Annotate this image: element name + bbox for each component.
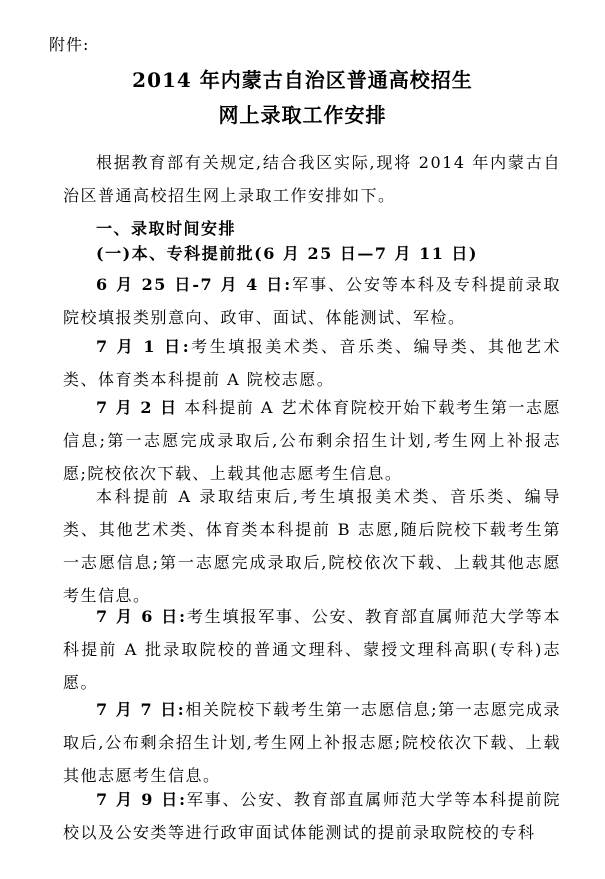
intro-paragraph: 根据教育部有关规定,结合我区实际,现将 2014 年内蒙古自治区普通高校招生网上录取工作安排如下。 (63, 153, 561, 205)
schedule-date: 7 月 2 日 (96, 398, 178, 417)
document-title-line-2: 网上录取工作安排 (218, 103, 387, 127)
schedule-item (63, 783, 561, 849)
schedule-item (63, 330, 561, 396)
document-title-line-1: 2014 年内蒙古自治区普通高校招生 (132, 68, 473, 92)
schedule-date: 7 月 6 日: (96, 607, 187, 626)
schedule-text: 相关院校下载考生第一志愿信息;第一志愿完成录取后,公布剩余招生计划,考生网上补报志愿;院校依次下载、上载其他志愿考生信息。 (63, 700, 561, 785)
schedule-item (63, 600, 561, 699)
schedule-item (63, 693, 561, 792)
schedule-date: 7 月 7 日: (96, 700, 186, 719)
schedule-item (63, 268, 561, 334)
section-heading: 一、录取时间安排 (96, 219, 237, 238)
schedule-text: 考生填报军事、公安、教育部直属师范大学等本科提前 A 批录取院校的普通文理科、蒙授文理科高职(专科)志愿。 (63, 607, 561, 692)
schedule-date: 7 月 9 日: (96, 790, 187, 809)
schedule-date: 6 月 25 日-7 月 4 日: (96, 275, 292, 294)
schedule-item (63, 391, 561, 490)
schedule-text: 本科提前 A 录取结束后,考生填报美术类、音乐类、编导类、其他艺术类、体育类本科提前 B 志愿,随后院校下载考生第一志愿信息;第一志愿完成录取后,院校依次下载、上载其他志愿考生信息。 (63, 487, 561, 605)
schedule-date: 7 月 1 日: (96, 337, 191, 356)
attachment-label: 附件: (49, 35, 90, 54)
schedule-text: 本科提前 A 艺术体育院校开始下载考生第一志愿信息;第一志愿完成录取后,公布剩余招生计划,考生网上补报志愿;院校依次下载、上载其他志愿考生信息。 (63, 398, 561, 483)
schedule-item (63, 480, 561, 612)
schedule-text: 军事、公安等本科及专科提前录取院校填报类别意向、政审、面试、体能测试、军检。 (63, 275, 561, 327)
schedule-text: 考生填报美术类、音乐类、编导类、其他艺术类、体育类本科提前 A 院校志愿。 (63, 337, 561, 389)
schedule-text: 军事、公安、教育部直属师范大学等本科提前院校以及公安类等进行政审面试体能测试的提前录取院校的专科 (63, 790, 561, 842)
subsection-heading: (一)本、专科提前批(6 月 25 日—7 月 11 日) (96, 244, 479, 263)
